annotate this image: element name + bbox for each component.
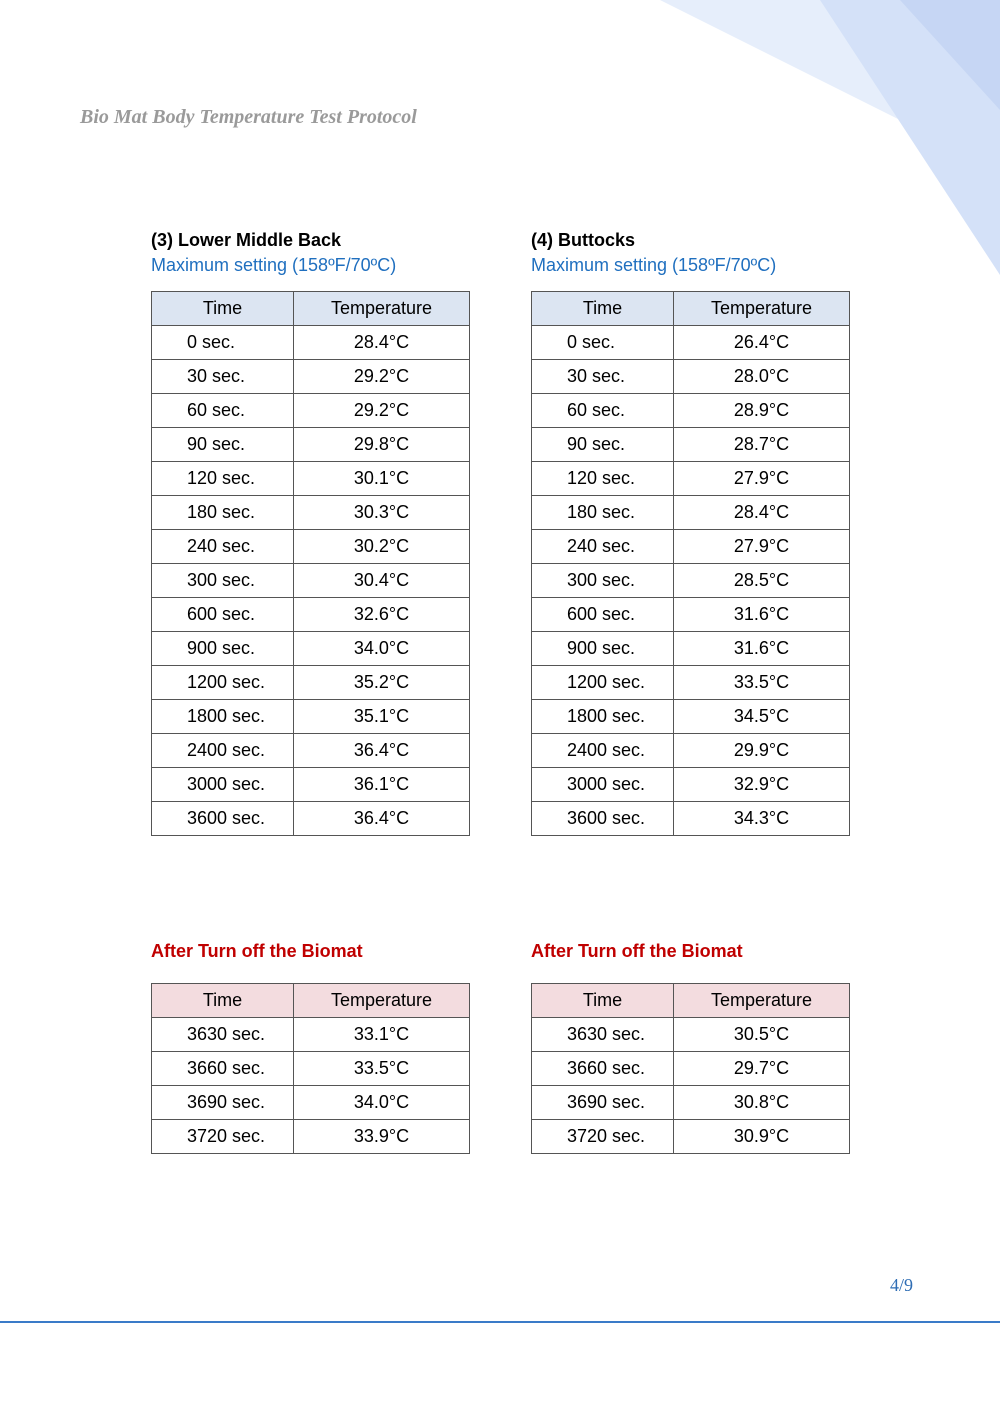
time-cell: 180 sec.: [532, 496, 674, 530]
table-row: [532, 360, 850, 394]
temperature-column-header: Temperature: [674, 984, 850, 1018]
section-after-right: [531, 939, 851, 1159]
time-cell: 2400 sec.: [532, 734, 674, 768]
table-row: [532, 530, 850, 564]
temperature-cell: 29.8°C: [294, 428, 470, 462]
time-cell: 300 sec.: [152, 564, 294, 598]
table-row: [152, 632, 470, 666]
time-cell: 3660 sec.: [532, 1052, 674, 1086]
table-row: [532, 428, 850, 462]
temperature-cell: 28.0°C: [674, 360, 850, 394]
table-row: [532, 394, 850, 428]
table-row: [532, 462, 850, 496]
time-cell: 900 sec.: [532, 632, 674, 666]
temperature-cell: 28.4°C: [674, 496, 850, 530]
footer-divider: [0, 1321, 1000, 1323]
time-cell: 3000 sec.: [532, 768, 674, 802]
time-cell: 300 sec.: [532, 564, 674, 598]
table-row: [532, 1086, 850, 1120]
temperature-table: [151, 291, 470, 836]
temperature-cell: 30.5°C: [674, 1018, 850, 1052]
time-cell: 2400 sec.: [152, 734, 294, 768]
temperature-cell: 33.1°C: [294, 1018, 470, 1052]
table-row: [152, 1120, 470, 1154]
temperature-cell: 34.5°C: [674, 700, 850, 734]
page-number: 4/9: [890, 1275, 914, 1295]
time-cell: 1200 sec.: [532, 666, 674, 700]
time-cell: 120 sec.: [532, 462, 674, 496]
temperature-cell: 34.0°C: [294, 1086, 470, 1120]
time-cell: 240 sec.: [532, 530, 674, 564]
temperature-cell: 28.7°C: [674, 428, 850, 462]
table-row: [152, 802, 470, 836]
section-lower-middle-back: [151, 228, 471, 840]
table-row: [152, 360, 470, 394]
table-row: [152, 1086, 470, 1120]
time-cell: 3720 sec.: [532, 1120, 674, 1154]
temperature-cell: 29.7°C: [674, 1052, 850, 1086]
temperature-cell: 32.9°C: [674, 768, 850, 802]
table-row: [532, 326, 850, 360]
table-row: [152, 1018, 470, 1052]
time-cell: 90 sec.: [152, 428, 294, 462]
time-cell: 900 sec.: [152, 632, 294, 666]
temperature-cell: 31.6°C: [674, 632, 850, 666]
temperature-cell: 33.5°C: [674, 666, 850, 700]
time-cell: 30 sec.: [152, 360, 294, 394]
temperature-cell: 31.6°C: [674, 598, 850, 632]
table-row: [152, 394, 470, 428]
time-cell: 3000 sec.: [152, 768, 294, 802]
section-title: (4) Buttocks: [531, 230, 636, 250]
table-row: [152, 428, 470, 462]
temperature-cell: 36.4°C: [294, 802, 470, 836]
time-cell: 1800 sec.: [532, 700, 674, 734]
temperature-column-header: Temperature: [674, 292, 850, 326]
table-row: [152, 666, 470, 700]
time-cell: 3600 sec.: [532, 802, 674, 836]
table-row: [532, 734, 850, 768]
temperature-cell: 30.2°C: [294, 530, 470, 564]
time-column-header: Time: [152, 984, 294, 1018]
document-header: Bio Mat Body Temperature Test Protocol: [80, 106, 417, 128]
section-subtitle: Maximum setting (158ºF/70ºC): [531, 255, 777, 275]
section-title: (3) Lower Middle Back: [151, 230, 342, 250]
table-row: [152, 598, 470, 632]
table-row: [532, 700, 850, 734]
time-cell: 600 sec.: [532, 598, 674, 632]
temperature-cell: 34.3°C: [674, 802, 850, 836]
temperature-cell: 30.1°C: [294, 462, 470, 496]
time-cell: 120 sec.: [152, 462, 294, 496]
table-row: [152, 462, 470, 496]
after-title: After Turn off the Biomat: [531, 941, 743, 961]
temperature-column-header: Temperature: [294, 984, 470, 1018]
table-row: [152, 326, 470, 360]
table-row: [152, 496, 470, 530]
temperature-cell: 27.9°C: [674, 462, 850, 496]
temperature-cell: 30.4°C: [294, 564, 470, 598]
time-cell: 3600 sec.: [152, 802, 294, 836]
temperature-cell: 30.8°C: [674, 1086, 850, 1120]
table-row: [152, 734, 470, 768]
time-cell: 3720 sec.: [152, 1120, 294, 1154]
after-temperature-table: [151, 983, 470, 1154]
time-cell: 90 sec.: [532, 428, 674, 462]
temperature-cell: 26.4°C: [674, 326, 850, 360]
time-cell: 0 sec.: [532, 326, 674, 360]
temperature-cell: 27.9°C: [674, 530, 850, 564]
time-cell: 3690 sec.: [532, 1086, 674, 1120]
temperature-cell: 28.4°C: [294, 326, 470, 360]
temperature-cell: 28.9°C: [674, 394, 850, 428]
table-row: [152, 564, 470, 598]
temperature-cell: 32.6°C: [294, 598, 470, 632]
table-row: [532, 632, 850, 666]
time-cell: 240 sec.: [152, 530, 294, 564]
temperature-column-header: Temperature: [294, 292, 470, 326]
time-cell: 600 sec.: [152, 598, 294, 632]
section-after-left: [151, 939, 471, 1159]
table-row: [532, 666, 850, 700]
time-column-header: Time: [532, 292, 674, 326]
table-row: [532, 802, 850, 836]
table-row: [152, 530, 470, 564]
temperature-cell: 29.2°C: [294, 360, 470, 394]
temperature-cell: 30.3°C: [294, 496, 470, 530]
temperature-cell: 36.1°C: [294, 768, 470, 802]
table-row: [152, 1052, 470, 1086]
time-cell: 3630 sec.: [532, 1018, 674, 1052]
table-row: [532, 1120, 850, 1154]
after-title: After Turn off the Biomat: [151, 941, 363, 961]
time-cell: 60 sec.: [152, 394, 294, 428]
table-row: [152, 768, 470, 802]
time-cell: 1800 sec.: [152, 700, 294, 734]
table-row: [152, 700, 470, 734]
temperature-cell: 33.9°C: [294, 1120, 470, 1154]
table-row: [532, 564, 850, 598]
time-cell: 3660 sec.: [152, 1052, 294, 1086]
time-column-header: Time: [532, 984, 674, 1018]
temperature-cell: 29.2°C: [294, 394, 470, 428]
time-column-header: Time: [152, 292, 294, 326]
section-buttocks: [531, 228, 851, 840]
temperature-cell: 28.5°C: [674, 564, 850, 598]
time-cell: 0 sec.: [152, 326, 294, 360]
table-row: [532, 1018, 850, 1052]
time-cell: 1200 sec.: [152, 666, 294, 700]
table-row: [532, 768, 850, 802]
temperature-cell: 35.1°C: [294, 700, 470, 734]
time-cell: 180 sec.: [152, 496, 294, 530]
section-subtitle: Maximum setting (158ºF/70ºC): [151, 255, 397, 275]
table-row: [532, 496, 850, 530]
table-row: [532, 1052, 850, 1086]
temperature-cell: 33.5°C: [294, 1052, 470, 1086]
time-cell: 3690 sec.: [152, 1086, 294, 1120]
time-cell: 3630 sec.: [152, 1018, 294, 1052]
table-row: [532, 598, 850, 632]
temperature-cell: 30.9°C: [674, 1120, 850, 1154]
temperature-table: [531, 291, 850, 836]
temperature-cell: 36.4°C: [294, 734, 470, 768]
time-cell: 30 sec.: [532, 360, 674, 394]
temperature-cell: 29.9°C: [674, 734, 850, 768]
after-temperature-table: [531, 983, 850, 1154]
temperature-cell: 34.0°C: [294, 632, 470, 666]
time-cell: 60 sec.: [532, 394, 674, 428]
temperature-cell: 35.2°C: [294, 666, 470, 700]
